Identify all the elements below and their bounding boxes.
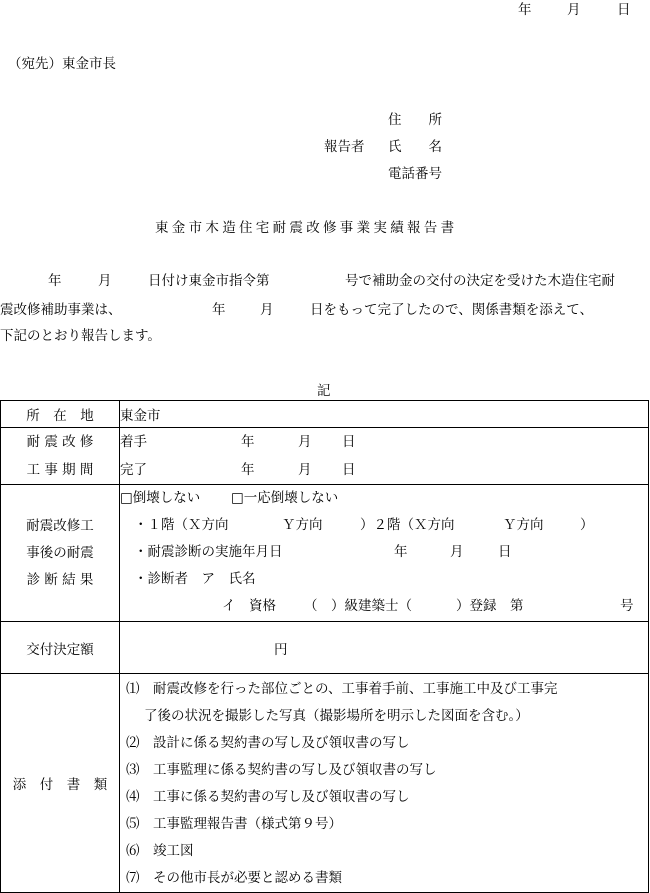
body-l2-text: 震改修補助事業は、 [0,302,122,318]
attach-item-1: ⑴ 耐震改修を行った部位ごとの、工事着手前、工事施工中及び工事完 [126,681,558,697]
date-month: 月 [567,2,581,18]
end-row [120,456,648,484]
floor1-y: Ｙ方向 [282,517,323,533]
attach-item-4: ⑷ 工事に係る契約書の写し及び領収書の写し [126,789,410,805]
row-diagnosis [1,485,649,622]
grant-unit: 円 [274,642,288,658]
floor2-x: ）２階（Ｘ方向 [360,517,455,533]
diag-row-3 [120,539,648,566]
start-year: 年 [241,434,255,450]
end-month: 月 [298,462,312,478]
location-value: 東金市 [120,401,649,428]
report-table [0,400,649,893]
end-day: 日 [342,462,356,478]
attach-item-6: ⑹ 竣工図 [126,843,194,859]
diag-date-label: ・耐震診断の実施年月日 [134,544,283,560]
diag-row-2 [120,512,648,539]
body-l2-year: 年 [212,302,226,318]
attach-item-3: ⑶ 工事監理に係る契約書の写し及び領収書の写し [126,762,437,778]
end-label: 完了 [120,462,147,478]
qual-label: イ 資格 [222,598,276,614]
reporter-label: 報告者 [324,139,365,155]
attach-item-1-cont: 了後の状況を撮影した写真（撮影場所を明示した図面を含む。） [144,708,529,724]
start-month: 月 [298,434,312,450]
attach-list [120,674,649,893]
attach-label: 添 付 書 類 [1,674,120,893]
diag-row-4 [120,566,648,593]
period-value [120,428,649,485]
ki-label: 記 [317,383,331,399]
date-day: 日 [617,2,631,18]
diag-label-3: 診 断 結 果 [26,571,94,588]
body-l1-text2: 号で補助金の交付の決定を受けた木造住宅耐 [345,273,615,289]
row-period [1,428,649,485]
body-l3-text: 下記のとおり報告します。 [0,328,161,344]
diag-row-1 [120,485,648,512]
row-location [1,401,649,428]
diag-label [1,485,120,622]
qual-class: （ ）級建築士（ [304,598,412,614]
floor2-y: Ｙ方向 [503,517,544,533]
attach-item-2: ⑵ 設計に係る契約書の写し及び領収書の写し [126,735,410,751]
diag-date-year: 年 [394,544,408,560]
diag-row-5 [120,593,648,620]
body-l1-text: 日付け東金市指令第 [148,273,270,289]
period-label [1,428,120,485]
check-not-collapse[interactable]: □倒壊しない [120,490,201,506]
body-l2-month: 月 [260,302,274,318]
start-day: 日 [342,434,356,450]
grant-value [120,622,649,674]
diag-value [120,485,649,622]
name-label: 氏 名 [388,139,442,155]
qual-number-suffix: 号 [620,598,634,614]
row-grant [1,622,649,674]
attach-item-5: ⑸ 工事監理報告書（様式第９号） [126,816,342,832]
diag-date-month: 月 [450,544,464,560]
start-label: 着手 [120,434,147,450]
diag-person-label: ・診断者 ア 氏名 [134,571,256,587]
addressee: （宛先）東金市長 [8,56,116,72]
diag-date-day: 日 [498,544,512,560]
date-year: 年 [518,2,532,18]
grant-label: 交付決定額 [1,622,120,674]
diag-label-1: 耐震改修工 [26,517,94,534]
period-label-1: 耐 震 改 修 [26,434,94,450]
attach-item-7: ⑺ その他市長が必要と認める書類 [126,870,342,886]
end-year: 年 [241,462,255,478]
floor1-x: ・１階（Ｘ方向 [134,517,229,533]
phone-label: 電話番号 [388,166,442,182]
diag-label-2: 事後の耐震 [26,544,94,561]
row-attachments [1,674,649,893]
period-label-2: 工 事 期 間 [26,462,94,478]
page-title: 東金市木造住宅耐震改修事業実績報告書 [155,220,458,236]
location-label: 所 在 地 [1,401,120,428]
body-l1-month: 月 [98,273,112,289]
body-l1-year: 年 [48,273,62,289]
address-label: 住 所 [388,112,442,128]
qual-registration: ）登録 第 [456,598,524,614]
body-l2-text2: 日をもって完了したので、関係書類を添えて、 [310,302,593,318]
check-probably-not-collapse[interactable]: □一応倒壊しない [231,490,339,506]
start-row [120,428,648,456]
floor2-end: ） [580,517,594,533]
